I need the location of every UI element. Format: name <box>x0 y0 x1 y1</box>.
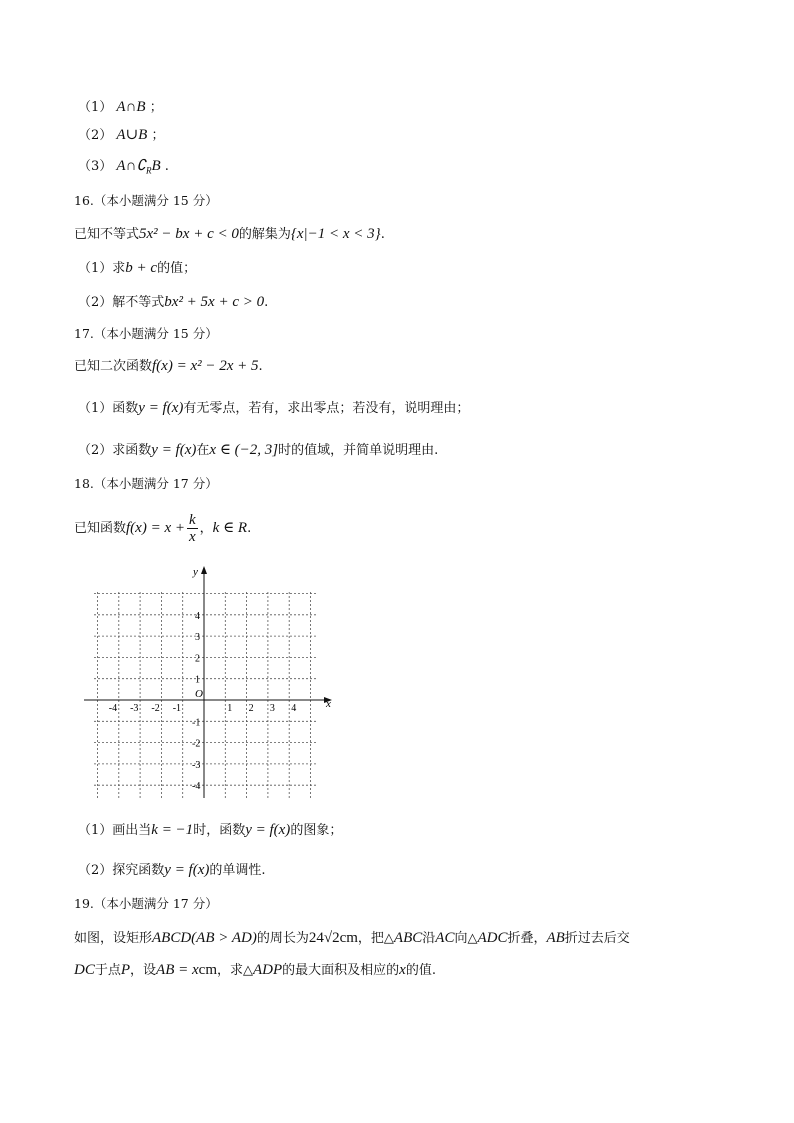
x-tick-label: 2 <box>248 703 254 714</box>
math-expr: A∩∁ <box>116 158 146 174</box>
math-expr: y = f(x) <box>245 822 291 838</box>
text: （1）画出当 <box>78 823 152 838</box>
text: 有无零点，若有，求出零点；若没有，说明理由； <box>183 401 470 416</box>
q16-header: 16.（本小题满分 15 分） <box>74 193 218 208</box>
text: （2）求函数 <box>78 443 152 458</box>
x-tick-label: -3 <box>130 703 139 714</box>
fraction-denominator: x <box>188 529 196 545</box>
math-expr: bx² + 5x + c > 0 <box>164 294 265 310</box>
text: ，把△ <box>357 931 394 946</box>
x-tick-label: -2 <box>151 703 160 714</box>
y-tick-label: 2 <box>195 653 200 665</box>
q16-stem <box>74 225 385 244</box>
text: 的解集为 <box>238 227 291 242</box>
math-expr: ADP <box>252 962 283 978</box>
coordinate-grid <box>82 562 342 802</box>
y-axis-arrow <box>201 566 207 574</box>
text: 已知不等式 <box>74 227 140 242</box>
math-expr: DC <box>74 962 95 978</box>
x-tick-label: -1 <box>172 703 182 714</box>
math-expr: k = −1 <box>151 822 194 838</box>
math-expr: f(x) = x² − 2x + 5 <box>152 358 259 374</box>
text: 的图象； <box>290 823 343 838</box>
math-expr: 5x² − bx + c < 0 <box>139 226 239 242</box>
math-expr: 24√2cm <box>308 930 358 946</box>
text: （2）解不等式 <box>78 295 165 310</box>
x-tick-label: -4 <box>108 703 118 714</box>
y-tick-label: 1 <box>195 674 200 686</box>
math-expr: b + c <box>125 260 158 276</box>
math-expr: B <box>151 158 161 174</box>
x-tick-label: 3 <box>269 703 275 714</box>
text: 的单调性. <box>209 863 266 878</box>
text: . <box>247 521 252 536</box>
text: 的值； <box>157 261 197 276</box>
q16-part-1 <box>78 259 196 278</box>
q17-part-1 <box>78 399 469 418</box>
text: ， <box>199 521 213 536</box>
math-expr: y = f(x) <box>151 442 197 458</box>
math-expr: {x|−1 < x < 3} <box>290 226 381 242</box>
math-expr: y = f(x) <box>138 400 184 416</box>
x-axis-label: x <box>326 698 331 710</box>
text: ，求△ <box>216 963 253 978</box>
q19-line-1 <box>74 929 630 948</box>
math-expr: P <box>120 962 131 978</box>
x-tick-label: 4 <box>291 703 297 714</box>
math-expr: x <box>399 962 406 978</box>
q17-stem <box>74 357 263 376</box>
text: 如图，设矩形 <box>74 931 153 946</box>
math-expr: A∪B <box>116 127 148 143</box>
q17-header: 17.（本小题满分 15 分） <box>74 326 218 341</box>
fraction-k-over-x <box>187 512 198 545</box>
text: 的最大面积及相应的 <box>282 963 400 978</box>
q18-part-1 <box>78 821 342 840</box>
text: . <box>258 359 263 374</box>
q17-part-2 <box>78 441 438 460</box>
y-tick-label: -4 <box>192 781 201 793</box>
text: 时的值域，并简单说明理由. <box>278 443 439 458</box>
math-unit: cm <box>198 962 217 978</box>
fraction-numerator: k <box>188 512 196 528</box>
q18-stem <box>74 508 251 549</box>
text: 向△ <box>454 931 478 946</box>
math-expr: AC <box>435 930 455 946</box>
math-expr: ABC <box>393 930 423 946</box>
text: （1）函数 <box>78 401 139 416</box>
text: 沿 <box>422 931 436 946</box>
item-end: . <box>164 159 169 174</box>
item-label: （1） <box>78 100 113 115</box>
math-subscript: R <box>145 165 152 176</box>
q15-item-2 <box>78 126 164 145</box>
text: 已知函数 <box>74 521 127 536</box>
text: 在 <box>196 443 210 458</box>
math-expr: ADC <box>477 930 508 946</box>
text: 于点 <box>94 963 121 978</box>
text: 折叠， <box>507 931 547 946</box>
y-axis-label: y <box>193 566 198 578</box>
text: ，设 <box>130 963 157 978</box>
math-expr: A∩B <box>116 99 146 115</box>
y-tick-label: -1 <box>192 717 201 729</box>
q19-header: 19.（本小题满分 17 分） <box>74 896 218 911</box>
q18-part-2 <box>78 861 266 880</box>
item-end: ； <box>149 100 163 115</box>
q19-line-2 <box>74 961 436 980</box>
q15-item-1 <box>78 98 163 117</box>
item-end: ； <box>151 128 165 143</box>
math-expr: k ∈ R <box>212 520 248 536</box>
y-tick-label: 3 <box>195 632 200 644</box>
origin-label: O <box>195 688 203 700</box>
math-expr: y = f(x) <box>164 862 210 878</box>
math-expr: AB <box>546 930 565 946</box>
text: . <box>380 227 385 242</box>
y-tick-label: 4 <box>195 610 200 622</box>
text: 时，函数 <box>193 823 246 838</box>
item-label: （3） <box>78 159 113 174</box>
q15-item-3 <box>78 157 169 180</box>
math-expr: x ∈ (−2, 3] <box>209 442 279 458</box>
text: 已知二次函数 <box>74 359 153 374</box>
text: （2）探究函数 <box>78 863 165 878</box>
item-label: （2） <box>78 128 113 143</box>
text: （1）求 <box>78 261 126 276</box>
text: 的周长为 <box>256 931 309 946</box>
q18-header: 18.（本小题满分 17 分） <box>74 476 218 491</box>
math-expr: f(x) = x + <box>126 520 185 536</box>
y-tick-label: -2 <box>192 738 201 750</box>
math-expr: ABCD(AB > AD) <box>152 930 257 946</box>
math-expr: AB = x <box>156 962 199 978</box>
text: 的值. <box>405 963 436 978</box>
text: . <box>264 295 269 310</box>
y-tick-label: -3 <box>192 759 201 771</box>
text: 折过去后交 <box>564 931 630 946</box>
x-tick-label: 1 <box>227 703 233 714</box>
q16-part-2 <box>78 293 268 312</box>
